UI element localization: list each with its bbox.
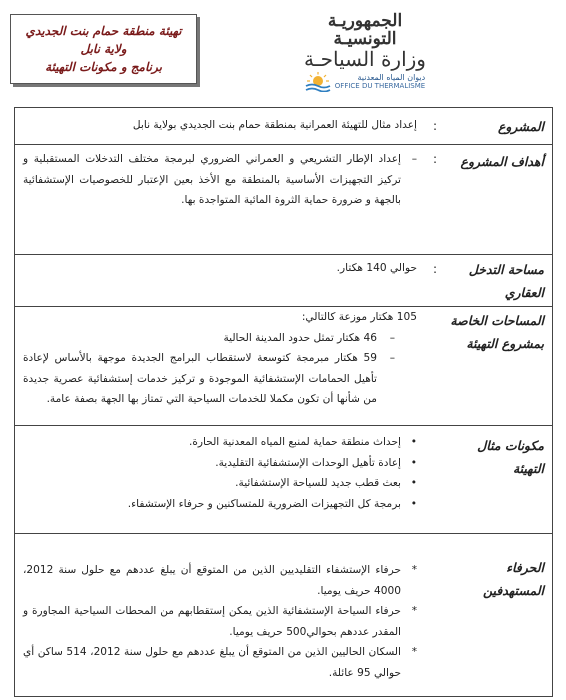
component-text: إحداث منطقة حماية لمنبع المياه المعدنية الحارة.: [188, 436, 401, 448]
row-label-zones: المساحات الخاصة بمشروع التهيئة: [450, 313, 544, 351]
dash-marker: –: [411, 153, 417, 165]
list-item: [23, 328, 417, 349]
table-row-components: [15, 426, 552, 534]
sun-waves-icon: [305, 72, 331, 92]
list-item: [23, 473, 417, 494]
row-content-objectives: [23, 149, 417, 211]
row-content-components: [23, 432, 417, 514]
list-item: [23, 560, 417, 601]
project-title-line-3: برنامج و مكونات التهيئة: [45, 60, 162, 74]
list-item: [23, 642, 417, 683]
row-label-area: مساحة التدخل العقاري: [468, 262, 544, 300]
list-item: [23, 432, 417, 453]
dash-marker: –: [389, 331, 395, 344]
table-row-objectives: [15, 145, 552, 255]
star-marker: *: [411, 564, 417, 576]
table-row-zones: [15, 307, 552, 426]
project-description: إعداد مثال للتهيئة العمرانية بمنطقة حمام بنت الجديدي بولاية نابل: [132, 119, 417, 131]
row-label-components: مكونات مثال التهيئة: [477, 438, 544, 476]
zones-intro: 105 هكتار موزعة كالتالي:: [301, 311, 417, 323]
table-row-targets: [15, 534, 552, 696]
objective-text: إعداد الإطار التشريعي و العمراني الضروري لبرمجة مختلف التدخلات المستقبلية و تركيز التجهيزات الأساسية بالمنطقة مع الأخذ بعين الإعتبار للخصوصيات الإستشفائية بالجهة و ضرورة حماية الثروة المائية المتواجدة بها.: [23, 153, 401, 206]
office-logo: [300, 72, 430, 92]
row-label-objectives: أهداف المشروع: [460, 154, 544, 169]
component-text: بعث قطب جديد للسياحة الإستشفائية.: [235, 477, 401, 489]
zone-item-text: 46 هكتار تمثل حدود المدينة الحالية: [223, 331, 377, 344]
document-header: [0, 0, 566, 100]
row-content-project: [23, 115, 417, 136]
dash-marker: –: [389, 352, 395, 364]
list-item: [23, 453, 417, 474]
bullet-marker: •: [410, 456, 417, 469]
list-item: [23, 149, 417, 211]
project-title-line-2: ولاية نابل: [80, 42, 127, 56]
office-name-fr: OFFICE DU THERMALISME: [334, 82, 426, 90]
target-text: السكان الحاليين الذين من المتوقع أن يبلغ عددهم مع حلول سنة 2012، 514 ساكن أي حوالي 95 عائلة.: [23, 646, 401, 679]
row-colon: :: [432, 152, 437, 166]
area-value: حوالي 140 هكتار.: [336, 262, 417, 274]
ministry-logo-block: [300, 12, 430, 92]
republic-title: الجمهوريـة التونسيـة: [327, 11, 403, 49]
row-colon: :: [432, 119, 437, 133]
table-row-project: [15, 108, 552, 145]
row-label-project: المشروع: [497, 119, 544, 134]
list-item: [23, 601, 417, 642]
target-text: حرفاء الإستشفاء التقليديين الذين من المتوقع أن يبلغ عددهم مع حلول سنة 2012، 4000 حريف يوميا.: [23, 564, 401, 597]
bullet-marker: •: [410, 497, 417, 510]
star-marker: *: [411, 646, 417, 658]
office-name-ar: ديوان المياه المعدنية: [357, 73, 426, 82]
project-title-line-1: تهيئة منطقة حمام بنت الجديدي: [25, 24, 182, 38]
row-label-targets: الحرفاء المستهدفين: [482, 560, 544, 598]
project-title-box: [10, 14, 197, 84]
target-text: حرفاء السياحة الإستشفائية الذين يمكن إستقطابهم من المحطات السياحية المجاورة و المقدر عددهم بحوالي500 حريف يوميا.: [23, 605, 401, 638]
row-content-zones: [23, 307, 417, 410]
row-content-targets: [23, 560, 417, 683]
component-text: إعادة تأهيل الوحدات الإستشفائية التقليدية.: [215, 456, 401, 469]
project-info-table: [14, 107, 553, 697]
row-colon: :: [432, 262, 437, 276]
zone-item-text: 59 هكتار مبرمجة كتوسعة لاستقطاب البرامج الجديدة موجهة بالأساس لإعادة تأهيل الحمامات الإستشفائية الموجودة و تركيز خدمات إستشفائية عصرية جديدة من شأنها أن تكون مكملا للخدمات السياحية التي تمتاز بها الجهة بصفة عامة.: [23, 352, 377, 405]
bullet-marker: •: [410, 436, 417, 448]
list-item: [23, 348, 417, 410]
ministry-title: وزارة السياحـة: [304, 47, 426, 71]
list-item: [23, 494, 417, 515]
star-marker: *: [411, 605, 417, 617]
component-text: برمجة كل التجهيزات الضرورية للمتساكنين و حرفاء الإستشفاء.: [127, 497, 401, 510]
table-row-area: [15, 255, 552, 307]
bullet-marker: •: [410, 477, 417, 489]
row-content-area: [23, 258, 417, 279]
